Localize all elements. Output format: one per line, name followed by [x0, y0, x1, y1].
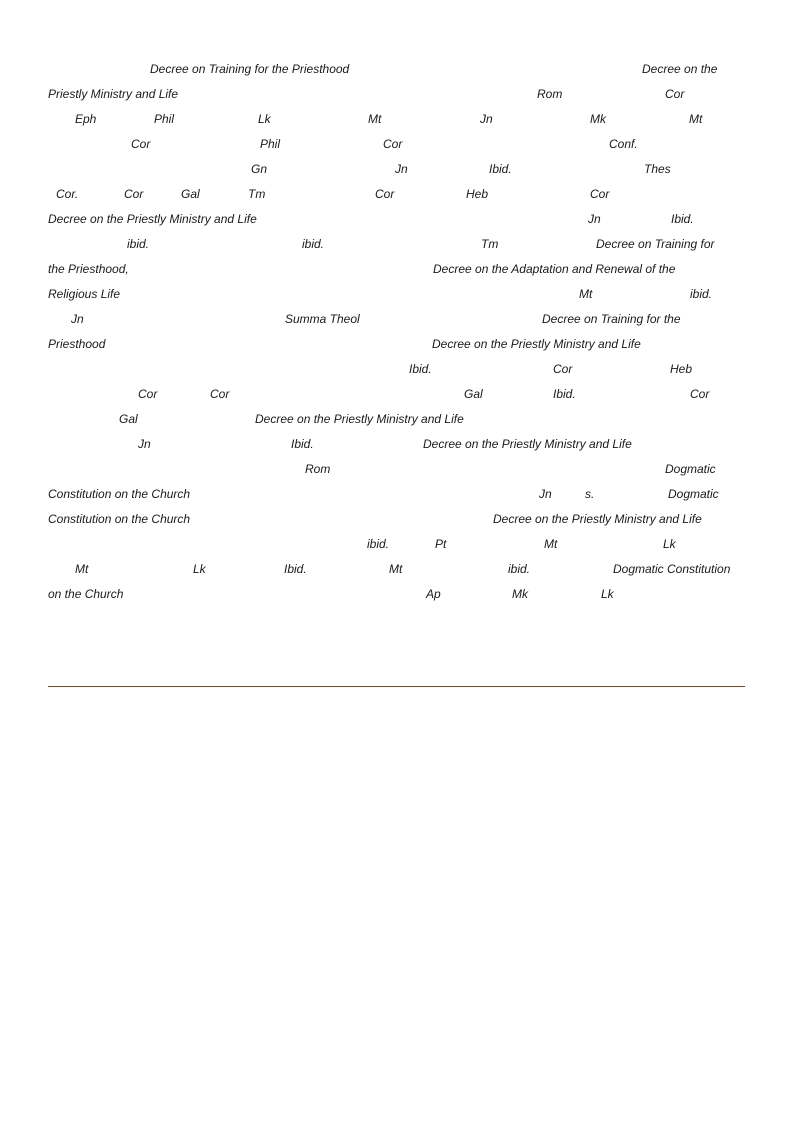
- reference-fragment: Ibid.: [291, 437, 314, 451]
- reference-fragment: Gn: [251, 162, 268, 176]
- reference-fragment: Cor: [690, 387, 710, 401]
- reference-fragment: Mt: [579, 287, 593, 301]
- text-line: [48, 60, 745, 78]
- text-line: [48, 160, 745, 178]
- reference-fragment: Gal: [181, 187, 200, 201]
- reference-fragment: Pt: [435, 537, 447, 551]
- reference-fragment: Conf.: [609, 137, 638, 151]
- text-line: [48, 260, 745, 278]
- reference-fragment: Jn: [71, 312, 84, 326]
- reference-fragment: on the Church: [48, 587, 124, 601]
- reference-fragment: ibid.: [302, 237, 325, 251]
- reference-fragment: Mt: [389, 562, 403, 576]
- reference-fragment: Decree on Training for: [596, 237, 715, 251]
- reference-fragment: Cor: [210, 387, 230, 401]
- text-line: [48, 210, 745, 228]
- reference-fragment: Lk: [258, 112, 271, 126]
- text-line: [48, 385, 745, 403]
- reference-fragment: Tm: [248, 187, 266, 201]
- footnote-text-block: [48, 60, 745, 620]
- reference-fragment: Jn: [480, 112, 493, 126]
- reference-fragment: Cor: [138, 387, 158, 401]
- reference-fragment: Phil: [260, 137, 281, 151]
- reference-fragment: Priestly Ministry and Life: [48, 87, 179, 101]
- reference-fragment: Ibid.: [284, 562, 307, 576]
- reference-fragment: Decree on Training for the Priesthood: [150, 62, 350, 76]
- reference-fragment: Ibid.: [409, 362, 432, 376]
- reference-fragment: Dogmatic: [665, 462, 716, 476]
- reference-fragment: Ibid.: [671, 212, 694, 226]
- text-line: [48, 310, 745, 328]
- reference-fragment: Rom: [305, 462, 331, 476]
- reference-fragment: Dogmatic: [668, 487, 719, 501]
- reference-fragment: Decree on the Priestly Ministry and Life: [493, 512, 702, 526]
- reference-fragment: s.: [585, 487, 595, 501]
- footnote-separator-rule: [48, 686, 745, 687]
- text-line: [48, 460, 745, 478]
- reference-fragment: Rom: [537, 87, 563, 101]
- text-line: [48, 185, 745, 203]
- reference-fragment: Phil: [154, 112, 175, 126]
- reference-fragment: Eph: [75, 112, 97, 126]
- reference-fragment: Cor: [383, 137, 403, 151]
- reference-fragment: Constitution on the Church: [48, 487, 191, 501]
- reference-fragment: Ap: [426, 587, 441, 601]
- text-line: [48, 410, 745, 428]
- reference-fragment: Decree on Training for the: [542, 312, 681, 326]
- reference-fragment: Cor: [375, 187, 395, 201]
- reference-fragment: Jn: [395, 162, 408, 176]
- reference-fragment: Religious Life: [48, 287, 121, 301]
- reference-fragment: ibid.: [690, 287, 713, 301]
- reference-fragment: ibid.: [127, 237, 150, 251]
- reference-fragment: Constitution on the Church: [48, 512, 191, 526]
- text-line: [48, 285, 745, 303]
- reference-fragment: Cor: [131, 137, 151, 151]
- reference-fragment: Decree on the Priestly Ministry and Life: [432, 337, 641, 351]
- text-line: [48, 510, 745, 528]
- reference-fragment: Ibid.: [489, 162, 512, 176]
- reference-fragment: Decree on the Priestly Ministry and Life: [48, 212, 257, 226]
- reference-fragment: Gal: [464, 387, 483, 401]
- text-line: [48, 85, 745, 103]
- text-line: [48, 435, 745, 453]
- reference-fragment: Lk: [193, 562, 206, 576]
- text-line: [48, 485, 745, 503]
- reference-fragment: Cor: [553, 362, 573, 376]
- text-line: [48, 560, 745, 578]
- text-line: [48, 335, 745, 353]
- reference-fragment: Jn: [138, 437, 151, 451]
- reference-fragment: Cor: [665, 87, 685, 101]
- text-line: [48, 235, 745, 253]
- reference-fragment: Gal: [119, 412, 138, 426]
- reference-fragment: ibid.: [508, 562, 531, 576]
- text-line: [48, 135, 745, 153]
- reference-fragment: Mt: [689, 112, 703, 126]
- reference-fragment: Decree on the Adaptation and Renewal of the: [433, 262, 676, 276]
- reference-fragment: Tm: [481, 237, 499, 251]
- reference-fragment: Cor: [124, 187, 144, 201]
- reference-fragment: Thes: [644, 162, 671, 176]
- reference-fragment: Lk: [663, 537, 676, 551]
- text-line: [48, 535, 745, 553]
- reference-fragment: ibid.: [367, 537, 390, 551]
- reference-fragment: Priesthood: [48, 337, 106, 351]
- reference-fragment: Cor: [590, 187, 610, 201]
- text-line: [48, 110, 745, 128]
- reference-fragment: Lk: [601, 587, 614, 601]
- reference-fragment: Decree on the: [642, 62, 718, 76]
- reference-fragment: Mk: [590, 112, 606, 126]
- reference-fragment: Summa Theol: [285, 312, 360, 326]
- reference-fragment: Ibid.: [553, 387, 576, 401]
- reference-fragment: Jn: [588, 212, 601, 226]
- reference-fragment: Jn: [539, 487, 552, 501]
- reference-fragment: Mt: [368, 112, 382, 126]
- reference-fragment: Mk: [512, 587, 528, 601]
- reference-fragment: Heb: [670, 362, 693, 376]
- reference-fragment: Decree on the Priestly Ministry and Life: [423, 437, 632, 451]
- text-line: [48, 585, 745, 603]
- reference-fragment: Cor.: [56, 187, 79, 201]
- reference-fragment: Heb: [466, 187, 489, 201]
- text-line: [48, 360, 745, 378]
- reference-fragment: Mt: [544, 537, 558, 551]
- reference-fragment: Decree on the Priestly Ministry and Life: [255, 412, 464, 426]
- reference-fragment: Dogmatic Constitution: [613, 562, 731, 576]
- reference-fragment: the Priesthood,: [48, 262, 129, 276]
- reference-fragment: Mt: [75, 562, 89, 576]
